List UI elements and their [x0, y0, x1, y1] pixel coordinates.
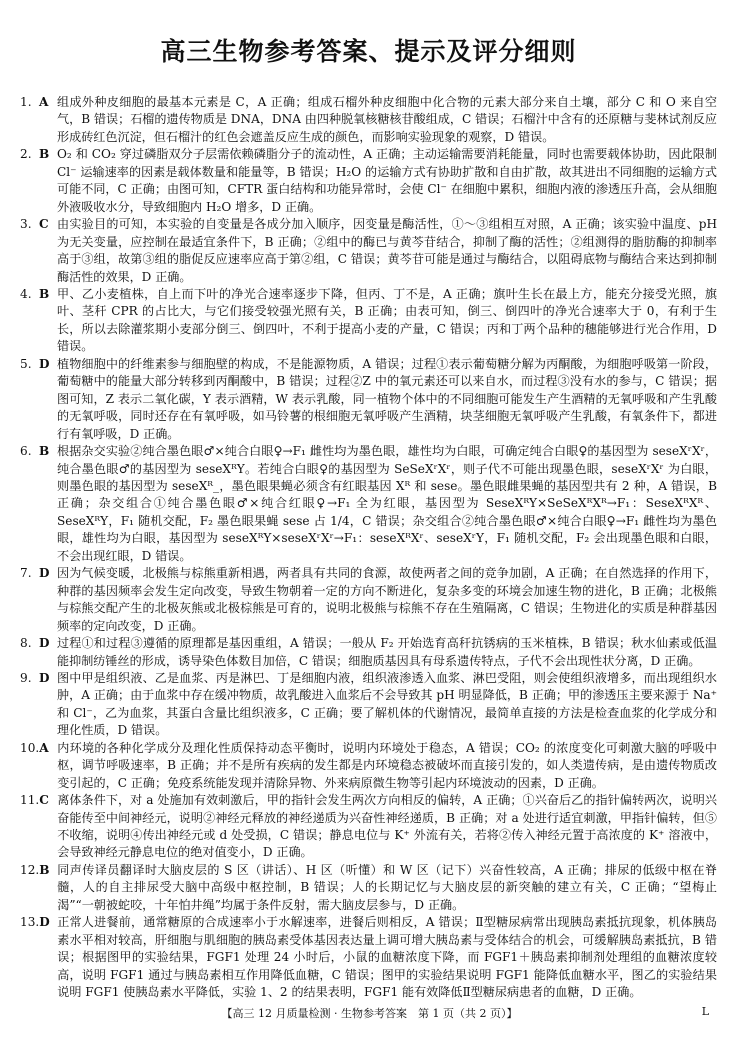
- page-title: 高三生物参考答案、提示及评分细则: [160, 37, 577, 66]
- answer-choice: D: [39, 636, 50, 651]
- question-number: 1.: [20, 95, 32, 109]
- answer-item: [20, 862, 717, 914]
- question-number: 2.: [20, 147, 32, 162]
- question-number: 5.: [20, 356, 32, 371]
- question-number: 7.: [20, 566, 32, 581]
- explanation-text: 正常人进餐前，通常糖原的合成速率小于水解速率，进餐后则相反，A 错误；Ⅱ型糖尿病常出现胰岛素抵抗现象，机体胰岛素水平相对较高，肝细胞与肌细胞的胰岛素受体基因表达量上调可增大胰岛素与受体结合的机会，可缓解胰岛素抵抗，B 错误；根据图甲的实验结果，FGF1 处理 24 小时后，小鼠的血糖浓度下降，而 FGF1＋胰岛素抑制剂处理组的血糖浓度较高，说明 FGF1 通过与胰岛素相互作用降低血糖，C 错误；图甲的实验结果说明 FGF1 能降低血糖水平，图乙的实验结果说明 FGF1 使胰岛素水平降低，实验 1、2 的结果表明，FGF1 能有效降低Ⅱ型糖尿病患者的血糖，D 正确。: [57, 915, 717, 1000]
- answer-choice: A: [39, 740, 49, 755]
- answer-item: [20, 216, 717, 286]
- explanation-text: 植物细胞中的纤维素参与细胞壁的构成，不是能源物质，A 错误；过程①表示葡萄糖分解为丙酮酸，为细胞呼吸第一阶段，葡萄糖中的能量大部分转移到丙酮酸中，B 错误；过程②Z 中的氧元素还可以来自水，而过程③没有水的参与，C 错误；据图可知，Z 表示二氧化碳，Y 表示酒精，W 表示乳酸，同一植物个体中的不同细胞可能发生产生酒精的无氧呼吸和产生乳酸的无氧呼吸，同时还存在有氧呼吸，如马铃薯的根细胞无氧呼吸产生酒精，块茎细胞无氧呼吸产生乳酸，有氧条件下，都进行有氧呼吸，D 正确。: [57, 356, 717, 441]
- answer-item: [20, 443, 717, 565]
- explanation-text: 因为气候变暖，北极熊与棕熊重新相遇，两者具有共同的食源，故使两者之间的竞争加剧，A 正确；在自然选择的作用下，种群的基因频率会发生定向改变，导致生物朝着一定的方向不断进化，复杂多变的环境会加速生物的进化，B 正确；北极熊与棕熊交配产生的北极灰熊或北极棕熊是可育的，说明北极熊与棕熊不存在生殖隔离，C 错误；生物进化的实质是种群基因频率的定向改变，D 正确。: [57, 566, 717, 633]
- question-number: 11.: [20, 793, 40, 808]
- answer-choice: D: [39, 670, 50, 685]
- answer-choice: D: [39, 915, 50, 930]
- explanation-text: 根据杂交实验②纯合墨色眼♂×纯合白眼♀→F₁ 雌性均为墨色眼，雄性均为白眼，可确定纯合白眼♀的基因型为 seseXʳXʳ，纯合墨色眼♂的基因型为 seseXᴿY。若纯合白眼♀的基因型为 SeSeXʳXʳ，则子代不可能出现墨色眼，seseXʳXʳ 为白眼，则墨色眼的基因型为 seseXᴿ_，墨色眼果蝇必须含有红眼基因 Xᴿ 和 sese。墨色眼雌果蝇的基因型共有 2 种，A 错误，B 正确；杂交组合①纯合墨色眼♂×纯合红眼♀→F₁ 全为红眼，基因型为 SeseXᴿY×SeSeXᴿXᴿ→F₁：SeseXᴿXᴿ、SeseXᴿY，F₁ 随机交配，F₂ 墨色眼果蝇 sese 占 1/4，C 错误；杂交组合②纯合墨色眼♂×纯合白眼♀→F₁ 雌性均为墨色眼，雄性均为白眼，基因型为 seseXᴿY×seseXʳXʳ→F₁：seseXᴿXʳ、seseXʳY，F₁ 随机交配，F₂ 会出现墨色眼和白眼，不会出现红眼，D 错误。: [57, 444, 717, 563]
- explanation-text: 图中甲是组织液、乙是血浆、丙是淋巴、丁是细胞内液，组织液渗透入血浆、淋巴受阻，则会使组织液增多，而出现组织水肿，A 正确；由于血浆中存在缓冲物质，故乳酸进入血浆后不会导致其 pH 明显降低，B 正确；甲的渗透压主要来源于 Na⁺ 和 Cl⁻，乙为血浆，其蛋白含量比组织液多，C 正确；要了解机体的代谢情况，最简单直接的方法是检查血浆的化学成分和理化性质，D 错误。: [57, 670, 717, 738]
- answer-item: [20, 914, 717, 1001]
- answer-item: [20, 740, 717, 792]
- answer-item: [20, 146, 717, 216]
- answer-item: [20, 286, 717, 356]
- answer-choice: B: [39, 862, 50, 877]
- answer-choice: B: [39, 147, 50, 162]
- question-number: 9.: [20, 670, 32, 685]
- answer-item: [20, 792, 717, 862]
- explanation-text: 内环境的各种化学成分及理化性质保持动态平衡时，说明内环境处于稳态，A 错误；CO₂ 的浓度变化可刺激大脑的呼吸中枢，调节呼吸速率，B 正确；并不是所有疾病的发生都是内环境稳态被破坏而直接引发的，如人类遗传病，是由遗传物质改变引起的，C 正确；免疫系统能发现并清除异物、外来病原微生物等引起内环境波动的因素，D 正确。: [57, 740, 717, 790]
- question-number: 10.: [20, 740, 40, 755]
- explanation-text: 过程①和过程③遵循的原理都是基因重组，A 错误；一般从 F₂ 开始选育高秆抗锈病的玉米植株，B 错误；秋水仙素或低温能抑制纺锤丝的形成，诱导染色体数目加倍，C 错误；细胞质基因具有母系遗传特点，子代不会出现性状分离，D 正确。: [57, 636, 717, 668]
- footer-text: 【高三 12 月质量检测 · 生物参考答案 第 1 页（共 2 页）】: [221, 1007, 518, 1020]
- answer-choice: C: [39, 217, 49, 232]
- answer-choice: D: [39, 356, 50, 371]
- explanation-text: 由实验目的可知，本实验的自变量是各成分加入顺序，因变量是酶活性，①～③组相互对照，A 正确；该实验中温度、pH 为无关变量，应控制在最适宜条件下，B 正确；②组中的酶已与黄芩苷结合，抑制了酶的活性；②组测得的脂肪酶的抑制率高于③组，故第③组的脂促反应速率应高于第②组，C 错误；黄芩苷可能是通过与酶结合，以阻碍底物与酶结合来达到抑制酶活性的效果，D 正确。: [57, 217, 717, 284]
- page-footer: [0, 1005, 739, 1021]
- answer-choice: D: [39, 566, 50, 581]
- answer-item: [20, 670, 717, 740]
- answer-item: [20, 356, 717, 443]
- question-number: 8.: [20, 636, 32, 651]
- question-number: 4.: [20, 286, 32, 301]
- explanation-text: 同声传译员翻译时大脑皮层的 S 区（讲话）、H 区（听懂）和 W 区（记下）兴奋性较高，A 正确；排尿的低级中枢在脊髓，人的自主排尿受大脑中高级中枢控制，B 错误；人的长期记忆与大脑皮层的新突触的建立有关，C 正确；“望梅止渴”“一朝被蛇咬，十年怕井绳”均属于条件反射，需大脑皮层参与，D 正确。: [57, 862, 717, 912]
- answer-item: [20, 565, 717, 635]
- answer-list: [20, 94, 717, 1002]
- explanation-text: O₂ 和 CO₂ 穿过磷脂双分子层需依赖磷脂分子的流动性，A 正确；主动运输需要消耗能量，同时也需要载体协助，因此限制 Cl⁻ 运输速率的因素是载体数量和能量等，B 错误；H₂O 的运输方式有协助扩散和自由扩散，故其进出不同细胞的运输方式可能不同，C 正确；由图可知，CFTR 蛋白结构和功能异常时，会使 Cl⁻ 在细胞中累积，细胞内液的渗透压升高，会从细胞外液吸收水分，导致细胞内 H₂O 增多，D 正确。: [57, 147, 717, 214]
- answer-choice: B: [39, 286, 50, 301]
- answer-item: [20, 94, 717, 146]
- answer-choice: C: [39, 793, 49, 808]
- question-number: 12.: [20, 862, 40, 877]
- answer-choice: A: [39, 95, 49, 109]
- question-number: 3.: [20, 217, 32, 232]
- answer-choice: B: [39, 444, 50, 459]
- explanation-text: 组成外种皮细胞的最基本元素是 C，A 正确；组成石榴外种皮细胞中化合物的元素大部分来自土壤，部分 C 和 O 来自空气，B 错误；石榴的遗传物质是 DNA，DNA 由四种脱氧核糖核苷酸组成，C 错误；石榴汁中含有的还原糖与斐林试剂反应形成砖红色沉淀，但石榴汁的红色会遮盖反应生成的颜色，而影响实验现象的观察，D 错误。: [57, 95, 717, 144]
- question-number: 13.: [20, 915, 40, 930]
- footer-mark: L: [701, 1005, 709, 1018]
- answer-item: [20, 635, 717, 670]
- explanation-text: 甲、乙小麦植株，自上而下叶的净光合速率逐步下降，但丙、丁不是，A 正确；旗叶生长在最上方，能充分接受光照，旗叶、茎秆 CPR 的占比大，与它们接受较强光照有关，B 正确；由表可知，倒三、倒四叶的净光合速率大于 0，有利于生长，所以去除灌浆期小麦部分倒三、倒四叶，不利于提高小麦的产量，C 错误；丙和丁两个品种的穗能够进行光合作用，D 错误。: [57, 286, 717, 354]
- question-number: 6.: [20, 444, 32, 459]
- explanation-text: 离体条件下，对 a 处施加有效刺激后，甲的指针会发生两次方向相反的偏转，A 正确；①兴奋后乙的指针偏转两次，说明兴奋能传至中间神经元，说明②神经元释放的神经递质为兴奋性神经递质，B 正确；对 a 处进行适宜刺激，甲指针偏转，但⑤不收缩，说明④传出神经元或 d 处受损，C 错误；静息电位与 K⁺ 外流有关，若将②传入神经元置于高浓度的 K⁺ 溶液中，会导致神经元静息电位的绝对值变小，D 正确。: [57, 793, 717, 860]
